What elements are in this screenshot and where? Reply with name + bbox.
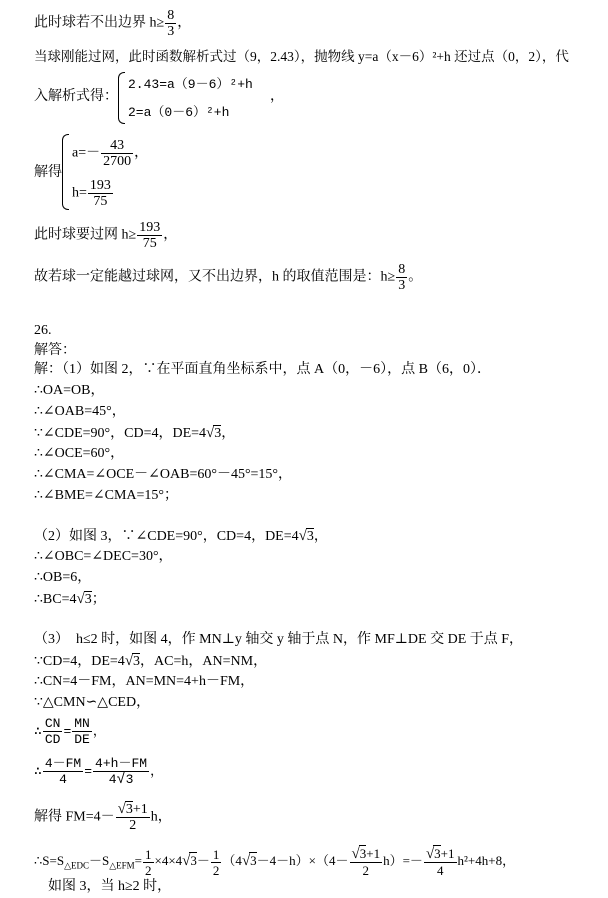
- step-2-1: [34, 527, 328, 546]
- text: +1: [440, 846, 455, 861]
- radicand: 3: [434, 846, 441, 861]
- text: h）=－: [383, 852, 423, 868]
- denominator: 75: [142, 236, 157, 251]
- equation-brace: [118, 72, 125, 124]
- text: h=: [72, 185, 87, 201]
- denominator: CD: [44, 732, 61, 747]
- denominator: 2700: [103, 154, 132, 169]
- numerator: 193: [89, 178, 111, 193]
- sqrt-sign: √: [124, 653, 134, 669]
- text: ；: [91, 592, 106, 607]
- radicand: 3: [190, 852, 197, 868]
- radicand: 3: [125, 772, 134, 787]
- text: ，AC=h，AN=NM，: [140, 654, 268, 669]
- fraction: [116, 802, 150, 833]
- numerator: MN: [74, 716, 90, 731]
- solution-brace: [62, 134, 69, 210]
- denominator: 3: [398, 278, 406, 293]
- step-1-7: ∴∠BME=∠CMA=15°；: [34, 488, 178, 503]
- text: ∴: [34, 723, 42, 739]
- step-3-1: （3） h≤2 时，如图 4，作 MN⊥y 轴交 y 轴于点 N，作 MF⊥DE 交 DE 于点 F，: [34, 632, 524, 647]
- equation-1: 2.43=a（9－6）²+h: [128, 77, 253, 92]
- step-3-9: 如图 3，当 h≥2 时，: [48, 879, 172, 894]
- equation-comma: ，: [270, 89, 284, 104]
- fraction: [72, 716, 92, 747]
- fraction: [211, 847, 222, 878]
- denominator: DE: [74, 732, 90, 747]
- numerator: 193: [139, 220, 161, 235]
- text: ，: [92, 723, 106, 739]
- denominator: 2: [145, 862, 152, 878]
- denominator: 3: [167, 24, 175, 39]
- denominator: 4: [59, 772, 67, 787]
- subscript: △EDC: [64, 860, 89, 871]
- solution-h: [72, 178, 114, 209]
- text: 入解析式得：: [34, 89, 118, 104]
- text: －4－h）×（4－: [256, 852, 349, 868]
- text: 此时球若不出边界 h≥: [34, 15, 165, 31]
- line-over-net: [34, 220, 177, 251]
- subscript: △EFM: [109, 860, 135, 871]
- answer-label: 解答：: [34, 343, 76, 358]
- sqrt-sign: √: [76, 591, 85, 607]
- numerator: CN: [44, 716, 61, 731]
- step-3-5: [34, 716, 106, 747]
- text: =: [84, 763, 93, 779]
- text: ，: [163, 227, 178, 243]
- text: ∵CD=4，DE=4: [34, 654, 125, 669]
- sqrt-sign: √: [117, 801, 126, 817]
- text: ∵∠CDE=90°，CD=4，DE=4: [34, 426, 207, 441]
- fraction: [43, 756, 83, 787]
- step-2-2: ∴∠OBC=∠DEC=30°，: [34, 549, 173, 564]
- text: +1: [366, 846, 381, 861]
- step-2-4: [34, 590, 106, 609]
- sqrt-sign: √: [241, 852, 251, 869]
- text: ×4×4: [154, 852, 183, 868]
- question-number: 26.: [34, 323, 52, 338]
- sqrt-sign: √: [351, 846, 360, 862]
- fraction: [165, 8, 176, 39]
- denominator: 2: [129, 818, 137, 833]
- numerator: 4－FM: [44, 756, 82, 771]
- text: h，: [150, 809, 172, 825]
- text: ，: [150, 763, 164, 779]
- numerator: 1: [145, 846, 152, 862]
- radicand: 3: [214, 426, 222, 441]
- text: =: [63, 723, 72, 739]
- step-3-2: [34, 652, 267, 671]
- fraction: [101, 138, 133, 169]
- radicand: 3: [306, 529, 314, 544]
- radicand: 3: [250, 852, 257, 868]
- text: ∴: [34, 763, 42, 779]
- text: ∴BC=4: [34, 592, 77, 607]
- text: 此时球要过网 h≥: [34, 227, 137, 243]
- text: ，: [177, 15, 192, 31]
- text: （2）如图 3，∵∠CDE=90°，CD=4，DE=4: [34, 529, 299, 544]
- numerator: 8: [167, 8, 175, 23]
- sqrt-sign: √: [425, 846, 435, 862]
- denominator: 75: [93, 194, 108, 209]
- fraction: [137, 220, 162, 251]
- fraction: [88, 178, 113, 209]
- text: 解得 FM=4－: [34, 809, 115, 825]
- step-3-8: [34, 846, 515, 878]
- text: a=－: [72, 145, 101, 161]
- step-1-6: ∴∠CMA=∠OCE－∠OAB=60°－45°=15°，: [34, 467, 293, 482]
- step-3-7: [34, 802, 172, 833]
- text: ∴S=S: [34, 852, 65, 868]
- step-1-2: ∴OA=OB，: [34, 383, 105, 398]
- text: －S: [88, 852, 110, 868]
- step-1-5: ∴∠OCE=60°，: [34, 446, 125, 461]
- numerator: [116, 802, 150, 818]
- fraction: [143, 847, 154, 878]
- solution-a: [72, 138, 148, 169]
- fraction: [43, 716, 63, 747]
- numerator: [424, 846, 457, 863]
- text: h²+4h+8，: [457, 852, 516, 868]
- line-ball-boundary: [34, 8, 191, 39]
- numerator: 8: [398, 262, 406, 277]
- denominator: [93, 772, 149, 787]
- fraction: [396, 262, 407, 293]
- step-1-4: [34, 424, 235, 443]
- step-3-4: ∵△CMN∽△CED，: [34, 695, 151, 710]
- step-3-3: ∴CN=4－FM，AN=MN=4+h－FM，: [34, 674, 255, 689]
- sqrt-sign: √: [298, 528, 307, 544]
- step-2-3: ∴OB=6，: [34, 570, 92, 585]
- text: ，: [221, 426, 236, 441]
- denominator: 4: [436, 863, 444, 878]
- radicand: 3: [125, 802, 133, 817]
- text: （4: [222, 852, 242, 868]
- text: 故若球一定能越过球网，又不出边界，h 的取值范围是：h≥: [34, 269, 396, 285]
- numerator: 4+h－FM: [95, 756, 148, 771]
- fraction: [424, 846, 457, 878]
- denominator: 2: [212, 862, 220, 878]
- line-substitute: [34, 88, 118, 106]
- fraction: [350, 846, 383, 878]
- equation-2: 2=a（0－6）²+h: [128, 105, 230, 120]
- numerator: 1: [212, 846, 220, 862]
- numerator: 43: [101, 138, 133, 154]
- numerator: [350, 846, 383, 863]
- fraction: [93, 756, 149, 787]
- text: +1: [132, 802, 148, 817]
- line-parabola: 当球刚能过网，此时函数解析式过（9，2.43），抛物线 y=a（x－6）²+h 还过点（0，2），代: [34, 49, 569, 64]
- text: =: [134, 852, 142, 868]
- text: －: [196, 852, 210, 868]
- line-range: [34, 262, 422, 293]
- text: 4: [108, 772, 117, 787]
- sqrt-sign: √: [206, 425, 215, 441]
- sqrt-sign: √: [116, 771, 126, 788]
- step-1-1: 解：（1）如图 2，∵在平面直角坐标系中，点 A（0，－6），点 B（6，0）．: [34, 362, 491, 377]
- solve-label: 解得: [34, 165, 62, 180]
- radicand: 3: [359, 846, 367, 861]
- denominator: 2: [362, 863, 370, 878]
- text: ，: [134, 145, 149, 161]
- radicand: 3: [133, 654, 141, 669]
- text: 。: [408, 269, 423, 285]
- radicand: 3: [84, 592, 92, 607]
- step-1-3: ∴∠OAB=45°，: [34, 404, 126, 419]
- text: ，: [313, 529, 328, 544]
- sqrt-sign: √: [182, 852, 191, 869]
- step-3-6: [34, 756, 163, 787]
